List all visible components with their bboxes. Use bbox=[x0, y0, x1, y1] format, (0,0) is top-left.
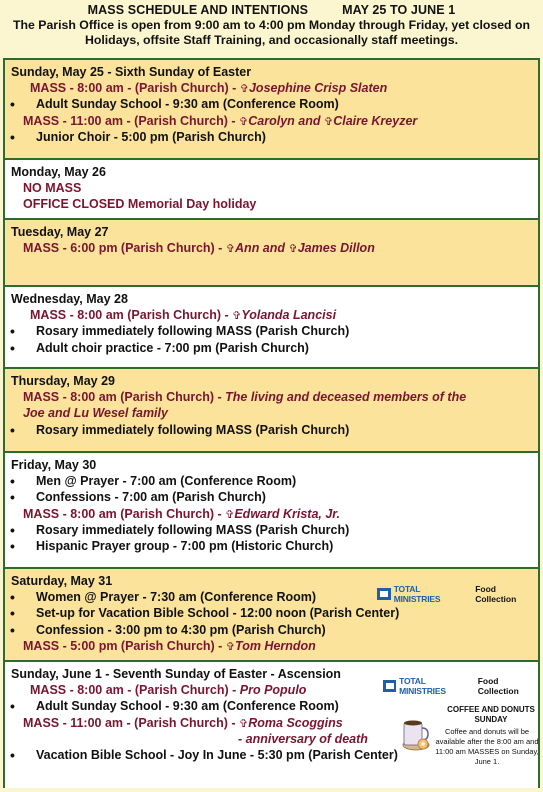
cross-icon: ✞ bbox=[225, 640, 236, 653]
day-section-friday-may-30 bbox=[5, 453, 538, 569]
coffee-mug-icon bbox=[396, 715, 430, 751]
list-item: • Rosary immediately following MASS (Parish Church) bbox=[10, 522, 538, 538]
day-section-tuesday-may-27 bbox=[5, 220, 538, 287]
list-item: • Rosary immediately following MASS (Parish Church) bbox=[10, 323, 538, 339]
mass-entry: MASS - 5:00 pm (Parish Church) - ✞Tom Herndon bbox=[23, 638, 316, 653]
list-item: • Hispanic Prayer group - 7:00 pm (Historic Church) bbox=[10, 538, 538, 554]
list-item: • Adult Sunday School - 9:30 am (Conference Room) bbox=[10, 96, 538, 112]
mass-entry: MASS - 11:00 am - (Parish Church) - ✞Carolyn and ✞Claire Kreyzer bbox=[23, 113, 418, 128]
coffee-donuts-title: COFFEE AND DONUTS SUNDAY bbox=[447, 705, 535, 724]
cross-icon: ✞ bbox=[323, 115, 334, 128]
day-title: Monday, May 26 bbox=[11, 165, 106, 179]
food-collection-label: Food Collection bbox=[475, 584, 517, 604]
food-collection-label: Food Collection bbox=[477, 676, 519, 696]
cross-icon: ✞ bbox=[232, 310, 242, 323]
mass-intention-continued: - anniversary of death bbox=[238, 731, 368, 746]
day-title: Thursday, May 29 bbox=[11, 374, 115, 388]
mass-entry: MASS - 8:00 am (Parish Church) - ✞Edward Krista, Jr. bbox=[23, 506, 340, 521]
total-ministries-logo: TOTAL MINISTRIES Food Collection bbox=[383, 676, 538, 696]
cross-icon: ✞ bbox=[288, 243, 298, 256]
day-title: Friday, May 30 bbox=[11, 458, 97, 472]
list-item: • Women @ Prayer - 7:30 am (Conference Room) bbox=[10, 589, 538, 605]
day-title: Wednesday, May 28 bbox=[11, 292, 128, 306]
list-item: • Adult Sunday School - 9:30 am (Conference Room) bbox=[10, 698, 538, 714]
schedule-frame bbox=[3, 58, 540, 788]
mass-entry: MASS - 11:00 am - (Parish Church) - ✞Roma Scoggins bbox=[23, 715, 343, 730]
coffee-donuts-notice bbox=[392, 705, 540, 785]
list-item: • Set-up for Vacation Bible School - 12:00 noon (Parish Center) bbox=[10, 605, 538, 621]
day-title: Sunday, June 1 - Seventh Sunday of Easter - Ascension bbox=[11, 667, 341, 681]
list-item: • Rosary immediately following MASS (Parish Church) bbox=[10, 422, 538, 438]
day-section-saturday-may-31 bbox=[5, 569, 538, 662]
header-title-left: MASS SCHEDULE AND INTENTIONS bbox=[87, 3, 309, 17]
mass-entry: MASS - 6:00 pm (Parish Church) - ✞Ann and ✞James Dillon bbox=[23, 241, 375, 256]
coffee-donuts-body: Coffee and donuts will be available after the 8:00 am and 11:00 am MASSES on Sunday, June 1. bbox=[435, 727, 539, 766]
list-item: • Confessions - 7:00 am (Parish Church) bbox=[10, 489, 538, 505]
header bbox=[0, 0, 543, 55]
day-section-thursday-may-29 bbox=[5, 369, 538, 453]
mass-entry: MASS - 8:00 am (Parish Church) - ✞Yolanda Lancisi bbox=[30, 308, 337, 323]
list-item: • Men @ Prayer - 7:00 am (Conference Room) bbox=[10, 473, 538, 489]
cross-icon: ✞ bbox=[225, 243, 236, 256]
header-title-right: MAY 25 TO JUNE 1 bbox=[342, 3, 456, 17]
mass-entry: MASS - 8:00 am - (Parish Church) - Pro Populo bbox=[30, 683, 307, 698]
total-ministries-logo: TOTAL MINISTRIES Food Collection bbox=[377, 584, 538, 604]
day-title: Tuesday, May 27 bbox=[11, 225, 109, 239]
office-closed-notice: OFFICE CLOSED Memorial Day holiday bbox=[23, 197, 257, 212]
mass-intention-continued: Joe and Lu Wesel family bbox=[23, 406, 168, 421]
cross-icon: ✞ bbox=[239, 717, 249, 730]
list-item: • Adult choir practice - 7:00 pm (Parish Church) bbox=[10, 340, 538, 356]
day-title: Sunday, May 25 - Sixth Sunday of Easter bbox=[11, 65, 252, 79]
no-mass-notice: NO MASS bbox=[23, 181, 82, 196]
list-item: • Confession - 3:00 pm to 4:30 pm (Parish Church) bbox=[10, 622, 538, 638]
day-section-monday-may-26 bbox=[5, 160, 538, 220]
day-section-sunday-may-25 bbox=[5, 60, 538, 160]
cross-icon: ✞ bbox=[225, 508, 235, 521]
list-item: • Vacation Bible School - Joy In June - 5:30 pm (Parish Center) bbox=[10, 747, 538, 763]
cross-icon: ✞ bbox=[239, 115, 249, 128]
day-section-wednesday-may-28 bbox=[5, 287, 538, 369]
total-ministries-icon bbox=[383, 680, 396, 692]
mass-entry: MASS - 8:00 am (Parish Church) - The living and deceased members of the bbox=[23, 390, 467, 405]
office-hours-notice: The Parish Office is open from 9:00 am to 4:00 pm Monday through Friday, yet closed on Holidays, offsite Staff Training, and occasionally staff meetings. bbox=[12, 18, 531, 47]
list-item: • Junior Choir - 5:00 pm (Parish Church) bbox=[10, 129, 538, 145]
cross-icon: ✞ bbox=[239, 83, 249, 96]
mass-entry: MASS - 8:00 am - (Parish Church) - ✞Josephine Crisp Slaten bbox=[30, 81, 388, 96]
header-title bbox=[0, 3, 543, 17]
total-ministries-icon bbox=[377, 588, 391, 600]
day-title: Saturday, May 31 bbox=[11, 574, 113, 588]
